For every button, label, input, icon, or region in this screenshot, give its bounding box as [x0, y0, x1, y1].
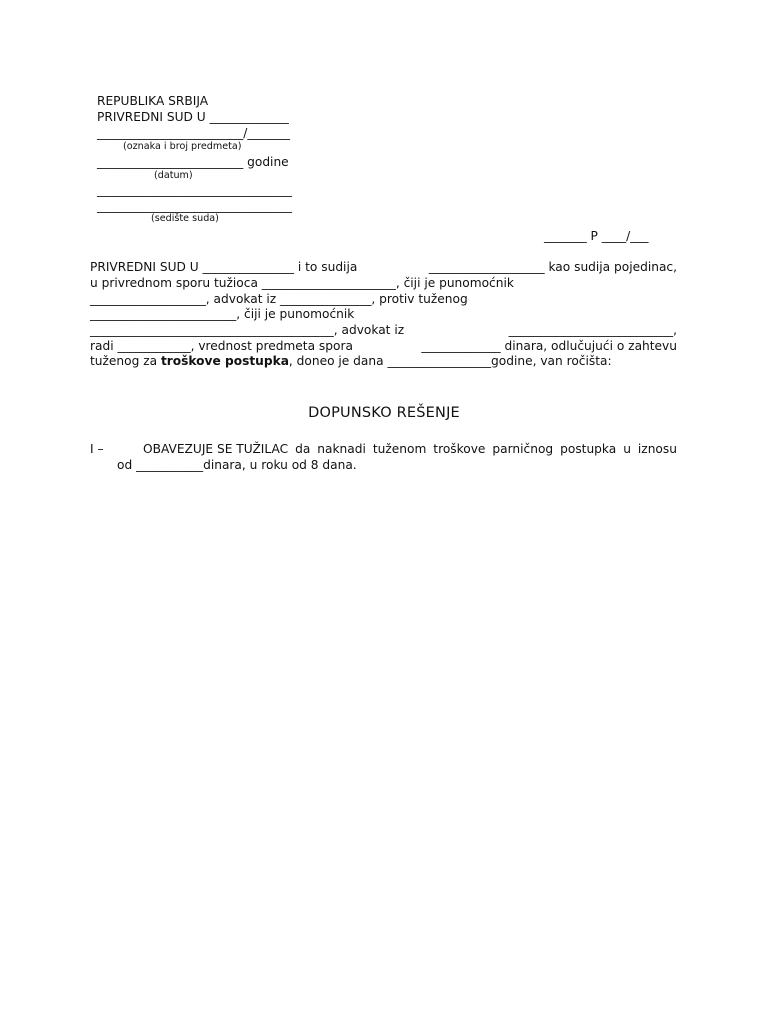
intro-line-6: radi ____________, vrednost predmeta spora _____________ dinara, odlučujući o zahtevu [90, 339, 677, 353]
intro-line-5: ________________________________________, advokat iz ___________________________, [90, 323, 677, 337]
intro-line-2: u privrednom sporu tužioca ______________________, čiji je punomoćnik [90, 276, 514, 290]
clause-line-1: OBAVEZUJE SE TUŽILAC da naknadi tuženom troškove parničnog postupka u iznosu [143, 442, 677, 456]
court-seat-caption: (sedište suda) [151, 213, 219, 224]
case-number-line: ________________________/_______ [97, 126, 291, 140]
court-seat-line-2: ________________________________ [97, 199, 292, 213]
date-caption: (datum) [154, 170, 193, 181]
clause-line-2: od ___________dinara, u roku od 8 dana. [117, 458, 357, 472]
intro-line-3: ___________________, advokat iz _______________, protiv tuženog [90, 292, 468, 306]
case-reference: _______ P ____/___ [544, 229, 649, 243]
date-line: ________________________ godine [97, 155, 289, 169]
republic-heading: REPUBLIKA SRBIJA [97, 94, 209, 108]
intro-line-1: PRIVREDNI SUD U _______________ i to sudija ___________________ kao sudija pojedinac, [90, 260, 677, 274]
intro-line-7: tuženog za troškove postupka, doneo je dana _________________godine, van ročišta: [90, 354, 612, 368]
court-name-line: PRIVREDNI SUD U _____________ [97, 110, 289, 124]
court-seat-line-1: ________________________________ [97, 183, 292, 197]
intro-line-4: ________________________, čiji je punomoćnik [90, 307, 355, 321]
case-number-caption: (oznaka i broj predmeta) [123, 141, 242, 152]
bold-phrase: troškove postupka [160, 354, 289, 368]
clause-marker: I – [90, 442, 104, 456]
document-title: DOPUNSKO REŠENJE [308, 405, 460, 421]
